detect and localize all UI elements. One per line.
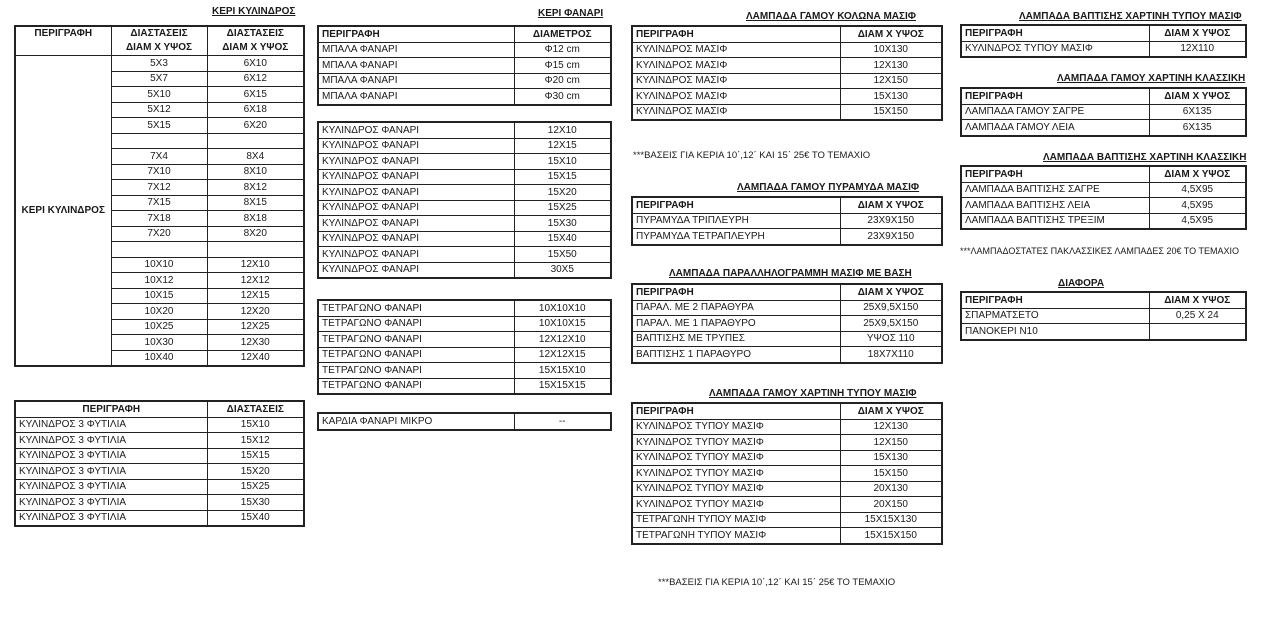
product-description: ΚΥΛΙΝΔΡΟΣ 3 ΦΥΤΙΛΙΑ bbox=[15, 495, 207, 511]
dimension-a: 10X20 bbox=[111, 304, 207, 320]
header-description: ΠΕΡΙΓΡΑΦΗ bbox=[632, 26, 840, 42]
product-dimensions: 15X12 bbox=[207, 433, 304, 449]
product-dimensions: 15X30 bbox=[207, 495, 304, 511]
dimension-b: 8X18 bbox=[207, 211, 304, 227]
product-description: ΚΥΛΙΝΔΡΟΣ ΦΑΝΑΡΙ bbox=[318, 216, 514, 232]
spacer-cell bbox=[207, 242, 304, 258]
product-description: ΣΠΑΡΜΑΤΣΕΤΟ bbox=[961, 308, 1149, 324]
product-description: ΚΥΛΙΝΔΡΟΣ ΤΥΠΟΥ ΜΑΣΙΦ bbox=[632, 450, 840, 466]
header-diameter: ΔΙΑΜΕΤΡΟΣ bbox=[514, 26, 611, 42]
table-row bbox=[318, 42, 611, 58]
product-description: ΤΕΤΡΑΓΩΝΟ ΦΑΝΑΡΙ bbox=[318, 332, 514, 348]
table-row bbox=[632, 104, 942, 120]
product-description: ΚΥΛΙΝΔΡΟΣ ΦΑΝΑΡΙ bbox=[318, 122, 514, 138]
table-row bbox=[15, 56, 304, 72]
product-description: ΜΠΑΛΑ ΦΑΝΑΡΙ bbox=[318, 58, 514, 74]
header-description: ΠΕΡΙΓΡΑΦΗ bbox=[961, 166, 1149, 182]
table-row bbox=[632, 435, 942, 451]
product-description: ΠΑΝΟΚΕΡΙ Ν10 bbox=[961, 324, 1149, 340]
header-description: ΠΕΡΙΓΡΑΦΗ bbox=[961, 88, 1149, 104]
header-dimensions: ΔΙΑΜ Χ ΥΨΟΣ bbox=[1149, 292, 1246, 308]
product-description: ΛΑΜΠΑΔΑ ΒΑΠΤΙΣΗΣ ΛΕΙΑ bbox=[961, 198, 1149, 214]
dimension-b: 8X20 bbox=[207, 226, 304, 242]
kolona-masif-title: ΛΑΜΠΑΔΑ ΓΑΜΟΥ ΚΟΛΩΝΑ ΜΑΣΙΦ bbox=[746, 11, 916, 22]
product-description: ΚΥΛΙΝΔΡΟΣ ΦΑΝΑΡΙ bbox=[318, 154, 514, 170]
dimension-b: 6X10 bbox=[207, 56, 304, 72]
product-description: ΠΥΡΑΜΥΔΑ ΤΕΤΡΑΠΛΕΥΡΗ bbox=[632, 229, 840, 245]
product-description: ΜΠΑΛΑ ΦΑΝΑΡΙ bbox=[318, 73, 514, 89]
product-dimensions: 4,5X95 bbox=[1149, 182, 1246, 198]
table-row bbox=[318, 122, 611, 138]
table-row bbox=[15, 510, 304, 526]
product-description: ΤΕΤΡΑΓΩΝΟ ΦΑΝΑΡΙ bbox=[318, 300, 514, 316]
product-dimensions: Φ15 cm bbox=[514, 58, 611, 74]
product-description: ΠΑΡΑΛ. ΜΕ 1 ΠΑΡΑΘΥΡΟ bbox=[632, 316, 840, 332]
balls-table bbox=[317, 25, 612, 106]
product-dimensions: 10X10X10 bbox=[514, 300, 611, 316]
product-dimensions bbox=[1149, 324, 1246, 340]
table-row bbox=[15, 433, 304, 449]
spacer-cell bbox=[111, 133, 207, 149]
header-dimensions: ΔΙΑΜ Χ ΥΨΟΣ bbox=[840, 284, 942, 300]
header-description: ΠΕΡΙΓΡΑΦΗ bbox=[961, 292, 1149, 308]
product-dimensions: 15X40 bbox=[514, 231, 611, 247]
table-row bbox=[318, 154, 611, 170]
product-dimensions: 15X15 bbox=[207, 448, 304, 464]
dimension-b: 12X25 bbox=[207, 319, 304, 335]
table-row bbox=[632, 229, 942, 245]
product-dimensions: Φ12 cm bbox=[514, 42, 611, 58]
product-dimensions: 23X9X150 bbox=[840, 213, 942, 229]
product-dimensions: 6X135 bbox=[1149, 120, 1246, 136]
product-dimensions: 15X15X10 bbox=[514, 363, 611, 379]
product-description: ΚΥΛΙΝΔΡΟΣ ΜΑΣΙΦ bbox=[632, 42, 840, 58]
table-row bbox=[318, 89, 611, 105]
product-dimensions: Φ20 cm bbox=[514, 73, 611, 89]
dimension-b: 12X15 bbox=[207, 288, 304, 304]
product-description: ΤΕΤΡΑΓΩΝΗ ΤΥΠΟΥ ΜΑΣΙΦ bbox=[632, 528, 840, 544]
product-dimensions: 15X10 bbox=[514, 154, 611, 170]
product-description: ΚΥΛΙΝΔΡΟΣ ΜΑΣΙΦ bbox=[632, 104, 840, 120]
header-dimensions: ΔΙΑΜ Χ ΥΨΟΣ bbox=[840, 197, 942, 213]
dimension-b: 8X4 bbox=[207, 149, 304, 165]
product-description: ΚΥΛΙΝΔΡΟΣ ΦΑΝΑΡΙ bbox=[318, 185, 514, 201]
product-dimensions: ΥΨΟΣ 110 bbox=[840, 331, 942, 347]
product-dimensions: 15X40 bbox=[207, 510, 304, 526]
table-row bbox=[318, 58, 611, 74]
product-dimensions: 12X15 bbox=[514, 138, 611, 154]
table-row bbox=[961, 198, 1246, 214]
product-description: ΒΑΠΤΙΣΗΣ 1 ΠΑΡΑΘΥΡΟ bbox=[632, 347, 840, 363]
square-lantern-table bbox=[317, 299, 612, 395]
table-row bbox=[632, 450, 942, 466]
dimension-b: 8X15 bbox=[207, 195, 304, 211]
table-row bbox=[318, 300, 611, 316]
product-description: ΚΥΛΙΝΔΡΟΣ 3 ΦΥΤΙΛΙΑ bbox=[15, 417, 207, 433]
dimension-a: 7X4 bbox=[111, 149, 207, 165]
product-dimensions: 10X130 bbox=[840, 42, 942, 58]
product-description: ΤΕΤΡΑΓΩΝΟ ΦΑΝΑΡΙ bbox=[318, 363, 514, 379]
kylindros-3-fytilia-table bbox=[14, 400, 305, 527]
table-row bbox=[15, 417, 304, 433]
dimension-a: 5X12 bbox=[111, 102, 207, 118]
dimension-a: 10X10 bbox=[111, 257, 207, 273]
bases-note-2: ***ΒΑΣΕΙΣ ΓΙΑ ΚΕΡΙΑ 10΄,12΄ ΚΑΙ 15΄ 25€ ΤΟ ΤΕΜΑΧΙΟ bbox=[658, 577, 896, 588]
table-row bbox=[961, 120, 1246, 136]
keri-fanari-title: ΚΕΡΙ ΦΑΝΑΡΙ bbox=[538, 8, 604, 19]
table-row bbox=[632, 347, 942, 363]
table-row bbox=[318, 185, 611, 201]
header-dimensions: ΔΙΑΜ Χ ΥΨΟΣ bbox=[1149, 25, 1246, 41]
product-description: ΚΥΛΙΝΔΡΟΣ ΜΑΣΙΦ bbox=[632, 58, 840, 74]
table-row bbox=[632, 331, 942, 347]
product-dimensions: 12X12X15 bbox=[514, 347, 611, 363]
dimension-a: 5X3 bbox=[111, 56, 207, 72]
xartini-gamou-masif-title: ΛΑΜΠΑΔΑ ΓΑΜΟΥ ΧΑΡΤΙΝΗ ΤΥΠΟΥ ΜΑΣΙΦ bbox=[709, 388, 917, 399]
header-dimensions: ΔΙΑΣΤΑΣΕΙΣ bbox=[207, 401, 304, 417]
product-description: ΚΥΛΙΝΔΡΟΣ ΦΑΝΑΡΙ bbox=[318, 262, 514, 278]
table-row bbox=[632, 73, 942, 89]
heart-lantern-table bbox=[317, 412, 612, 431]
table-row bbox=[15, 495, 304, 511]
header-description: ΠΕΡΙΓΡΑΦΗ bbox=[318, 26, 514, 42]
product-description: ΚΑΡΔΙΑ ΦΑΝΑΡΙ ΜΙΚΡΟ bbox=[318, 413, 514, 430]
table-row bbox=[961, 324, 1246, 340]
product-description: ΚΥΛΙΝΔΡΟΣ 3 ΦΥΤΙΛΙΑ bbox=[15, 479, 207, 495]
product-dimensions: 12X130 bbox=[840, 419, 942, 435]
parallilogrammi-title: ΛΑΜΠΑΔΑ ΠΑΡΑΛΛΗΛΟΓΡΑΜΜΗ ΜΑΣΙΦ ΜΕ ΒΑΣΗ bbox=[669, 268, 912, 279]
product-description: ΚΥΛΙΝΔΡΟΣ 3 ΦΥΤΙΛΙΑ bbox=[15, 448, 207, 464]
product-dimensions: 15X130 bbox=[840, 89, 942, 105]
lampadostates-note: ***ΛΑΜΠΑΔΟΣΤΑΤΕΣ ΠΑΚΛΑΣΣΙΚΕΣ ΛΑΜΠΑΔΕΣ 20€ ΤΟ ΤΕΜΑΧΙΟ bbox=[960, 246, 1239, 256]
dimension-a: 5X7 bbox=[111, 71, 207, 87]
diafora-table bbox=[960, 291, 1247, 341]
product-dimensions: 20X130 bbox=[840, 481, 942, 497]
product-dimensions: 0,25 X 24 bbox=[1149, 308, 1246, 324]
table-row bbox=[15, 448, 304, 464]
gamou-klassiki-title: ΛΑΜΠΑΔΑ ΓΑΜΟΥ ΧΑΡΤΙΝΗ ΚΛΑΣΣΙΚΗ bbox=[1057, 73, 1246, 84]
product-label: ΚΕΡΙ ΚΥΛΙΝΔΡΟΣ bbox=[15, 56, 111, 367]
dimension-a: 5X15 bbox=[111, 118, 207, 134]
product-dimensions: 15X130 bbox=[840, 450, 942, 466]
dimension-b: 12X20 bbox=[207, 304, 304, 320]
table-row bbox=[318, 73, 611, 89]
table-row bbox=[632, 42, 942, 58]
product-description: ΠΑΡΑΛ. ΜΕ 2 ΠΑΡΑΘΥΡΑ bbox=[632, 300, 840, 316]
product-description: ΛΑΜΠΑΔΑ ΒΑΠΤΙΣΗΣ ΣΑΓΡΕ bbox=[961, 182, 1149, 198]
dimension-a: 7X18 bbox=[111, 211, 207, 227]
dimension-a: 10X40 bbox=[111, 350, 207, 366]
dimension-b: 6X15 bbox=[207, 87, 304, 103]
product-description: ΤΕΤΡΑΓΩΝΟ ΦΑΝΑΡΙ bbox=[318, 347, 514, 363]
table-row bbox=[961, 308, 1246, 324]
vaptisis-klassiki-title: ΛΑΜΠΑΔΑ ΒΑΠΤΙΣΗΣ ΧΑΡΤΙΝΗ ΚΛΑΣΣΙΚΗ bbox=[1043, 152, 1247, 163]
product-dimensions: 20X150 bbox=[840, 497, 942, 513]
product-dimensions: 15X15X15 bbox=[514, 378, 611, 394]
dimension-a: 7X20 bbox=[111, 226, 207, 242]
header-description: ΠΕΡΙΓΡΑΦΗ bbox=[15, 26, 111, 56]
product-description: ΚΥΛΙΝΔΡΟΣ 3 ΦΥΤΙΛΙΑ bbox=[15, 510, 207, 526]
header-description: ΠΕΡΙΓΡΑΦΗ bbox=[632, 403, 840, 419]
dimension-b: 8X10 bbox=[207, 164, 304, 180]
product-dimensions: 15X20 bbox=[207, 464, 304, 480]
product-description: ΤΕΤΡΑΓΩΝΟ ΦΑΝΑΡΙ bbox=[318, 316, 514, 332]
product-dimensions: Φ30 cm bbox=[514, 89, 611, 105]
product-description: ΛΑΜΠΑΔΑ ΓΑΜΟΥ ΣΑΓΡΕ bbox=[961, 104, 1149, 120]
table-row bbox=[318, 169, 611, 185]
table-row bbox=[318, 216, 611, 232]
product-dimensions: 30X5 bbox=[514, 262, 611, 278]
table-row bbox=[318, 316, 611, 332]
cylinder-lantern-table bbox=[317, 121, 612, 279]
product-dimensions: 12X110 bbox=[1149, 41, 1246, 57]
product-dimensions: 15X25 bbox=[207, 479, 304, 495]
dimension-a: 5X10 bbox=[111, 87, 207, 103]
dimension-b: 6X20 bbox=[207, 118, 304, 134]
table-row bbox=[318, 332, 611, 348]
table-row bbox=[318, 231, 611, 247]
kolona-masif-table bbox=[631, 25, 943, 121]
table-row bbox=[961, 41, 1246, 57]
table-row bbox=[15, 464, 304, 480]
dimension-b: 12X10 bbox=[207, 257, 304, 273]
product-dimensions: 15X20 bbox=[514, 185, 611, 201]
header-dimensions: ΔΙΑΜ Χ ΥΨΟΣ bbox=[1149, 166, 1246, 182]
diafora-title: ΔΙΑΦΟΡΑ bbox=[1058, 278, 1105, 289]
dimension-a: 7X10 bbox=[111, 164, 207, 180]
table-row bbox=[632, 89, 942, 105]
header-description: ΠΕΡΙΓΡΑΦΗ bbox=[632, 284, 840, 300]
table-row bbox=[632, 512, 942, 528]
product-description: ΜΠΑΛΑ ΦΑΝΑΡΙ bbox=[318, 89, 514, 105]
header-description: ΠΕΡΙΓΡΑΦΗ bbox=[15, 401, 207, 417]
table-row bbox=[318, 138, 611, 154]
product-description: ΚΥΛΙΝΔΡΟΣ ΤΥΠΟΥ ΜΑΣΙΦ bbox=[632, 481, 840, 497]
vaptisis-klassiki-table bbox=[960, 165, 1247, 230]
product-dimensions: 18X7X110 bbox=[840, 347, 942, 363]
table-row bbox=[632, 419, 942, 435]
dimension-b: 12X40 bbox=[207, 350, 304, 366]
table-row bbox=[632, 466, 942, 482]
dimension-a: 10X30 bbox=[111, 335, 207, 351]
table-row bbox=[632, 213, 942, 229]
table-row bbox=[961, 182, 1246, 198]
table-row bbox=[961, 104, 1246, 120]
product-description: ΚΥΛΙΝΔΡΟΣ ΦΑΝΑΡΙ bbox=[318, 247, 514, 263]
product-description: ΒΑΠΤΙΣΗΣ ΜΕ ΤΡΥΠΕΣ bbox=[632, 331, 840, 347]
table-row bbox=[15, 479, 304, 495]
table-row bbox=[318, 413, 611, 430]
product-description: ΚΥΛΙΝΔΡΟΣ ΜΑΣΙΦ bbox=[632, 73, 840, 89]
dimension-a: 7X12 bbox=[111, 180, 207, 196]
product-dimensions: 12X12X10 bbox=[514, 332, 611, 348]
product-dimensions: 15X150 bbox=[840, 466, 942, 482]
product-description: ΛΑΜΠΑΔΑ ΒΑΠΤΙΣΗΣ ΤΡΕΞΙΜ bbox=[961, 213, 1149, 229]
product-dimensions: 12X130 bbox=[840, 58, 942, 74]
header-dimensions-2: ΔΙΑΣΤΑΣΕΙΣ ΔΙΑΜ Χ ΥΨΟΣ bbox=[207, 26, 304, 56]
product-description: ΚΥΛΙΝΔΡΟΣ 3 ΦΥΤΙΛΙΑ bbox=[15, 464, 207, 480]
bases-note: ***ΒΑΣΕΙΣ ΓΙΑ ΚΕΡΙΑ 10΄,12΄ ΚΑΙ 15΄ 25€ ΤΟ ΤΕΜΑΧΙΟ bbox=[633, 150, 871, 161]
header-dimensions: ΔΙΑΜ Χ ΥΨΟΣ bbox=[1149, 88, 1246, 104]
table-row bbox=[632, 300, 942, 316]
product-dimensions: 23X9X150 bbox=[840, 229, 942, 245]
product-description: ΚΥΛΙΝΔΡΟΣ ΜΑΣΙΦ bbox=[632, 89, 840, 105]
product-description: ΜΠΑΛΑ ΦΑΝΑΡΙ bbox=[318, 42, 514, 58]
spacer-cell bbox=[207, 133, 304, 149]
header-description: ΠΕΡΙΓΡΑΦΗ bbox=[961, 25, 1149, 41]
product-description: ΚΥΛΙΝΔΡΟΣ ΦΑΝΑΡΙ bbox=[318, 169, 514, 185]
dimension-b: 8X12 bbox=[207, 180, 304, 196]
product-description: ΤΕΤΡΑΓΩΝΗ ΤΥΠΟΥ ΜΑΣΙΦ bbox=[632, 512, 840, 528]
product-description: ΚΥΛΙΝΔΡΟΣ ΦΑΝΑΡΙ bbox=[318, 138, 514, 154]
product-dimensions: 25X9,5X150 bbox=[840, 316, 942, 332]
parallilogrammi-table bbox=[631, 283, 943, 364]
table-row bbox=[318, 347, 611, 363]
product-dimensions: 15X15X130 bbox=[840, 512, 942, 528]
product-dimensions: 4,5X95 bbox=[1149, 198, 1246, 214]
product-description: ΚΥΛΙΝΔΡΟΣ ΤΥΠΟΥ ΜΑΣΙΦ bbox=[632, 419, 840, 435]
product-description: ΚΥΛΙΝΔΡΟΣ ΤΥΠΟΥ ΜΑΣΙΦ bbox=[632, 497, 840, 513]
product-description: ΚΥΛΙΝΔΡΟΣ 3 ΦΥΤΙΛΙΑ bbox=[15, 433, 207, 449]
product-description: ΤΕΤΡΑΓΩΝΟ ΦΑΝΑΡΙ bbox=[318, 378, 514, 394]
product-dimensions: 12X150 bbox=[840, 73, 942, 89]
product-dimensions: -- bbox=[514, 413, 611, 430]
dimension-a: 10X12 bbox=[111, 273, 207, 289]
pyramida-masif-title: ΛΑΜΠΑΔΑ ΓΑΜΟΥ ΠΥΡΑΜΥΔΑ ΜΑΣΙΦ bbox=[737, 182, 920, 193]
table-row bbox=[632, 497, 942, 513]
product-dimensions: 15X15 bbox=[514, 169, 611, 185]
table-row bbox=[318, 378, 611, 394]
spacer-cell bbox=[111, 242, 207, 258]
product-dimensions: 15X150 bbox=[840, 104, 942, 120]
dimension-b: 6X12 bbox=[207, 71, 304, 87]
product-dimensions: 25X9,5X150 bbox=[840, 300, 942, 316]
table-row bbox=[318, 363, 611, 379]
product-dimensions: 15X25 bbox=[514, 200, 611, 216]
table-row bbox=[318, 247, 611, 263]
table-row bbox=[318, 262, 611, 278]
product-description: ΚΥΛΙΝΔΡΟΣ ΤΥΠΟΥ ΜΑΣΙΦ bbox=[632, 435, 840, 451]
vaptisis-xartini-masif-table bbox=[960, 24, 1247, 58]
product-description: ΠΥΡΑΜΥΔΑ ΤΡΙΠΛΕΥΡΗ bbox=[632, 213, 840, 229]
table-row bbox=[632, 481, 942, 497]
header-dimensions: ΔΙΑΜ Χ ΥΨΟΣ bbox=[840, 26, 942, 42]
header-dimensions: ΔΙΑΜ Χ ΥΨΟΣ bbox=[840, 403, 942, 419]
product-dimensions: 15X15X150 bbox=[840, 528, 942, 544]
product-description: ΚΥΛΙΝΔΡΟΣ ΤΥΠΟΥ ΜΑΣΙΦ bbox=[961, 41, 1149, 57]
dimension-b: 12X12 bbox=[207, 273, 304, 289]
table-row bbox=[632, 528, 942, 544]
dimension-b: 6X18 bbox=[207, 102, 304, 118]
product-dimensions: 4,5X95 bbox=[1149, 213, 1246, 229]
header-description: ΠΕΡΙΓΡΑΦΗ bbox=[632, 197, 840, 213]
product-dimensions: 15X50 bbox=[514, 247, 611, 263]
product-description: ΚΥΛΙΝΔΡΟΣ ΤΥΠΟΥ ΜΑΣΙΦ bbox=[632, 466, 840, 482]
dimension-a: 10X15 bbox=[111, 288, 207, 304]
pyramida-masif-table bbox=[631, 196, 943, 246]
keri-kylindros-table bbox=[14, 25, 305, 367]
table-row bbox=[961, 213, 1246, 229]
product-dimensions: 12X10 bbox=[514, 122, 611, 138]
table-row bbox=[632, 316, 942, 332]
dimension-b: 12X30 bbox=[207, 335, 304, 351]
gamou-klassiki-table bbox=[960, 87, 1247, 137]
product-dimensions: 6X135 bbox=[1149, 104, 1246, 120]
header-dimensions-1: ΔΙΑΣΤΑΣΕΙΣ ΔΙΑΜ Χ ΥΨΟΣ bbox=[111, 26, 207, 56]
dimension-a: 7X15 bbox=[111, 195, 207, 211]
product-description: ΚΥΛΙΝΔΡΟΣ ΦΑΝΑΡΙ bbox=[318, 200, 514, 216]
vaptisis-xartini-masif-title: ΛΑΜΠΑΔΑ ΒΑΠΤΙΣΗΣ ΧΑΡΤΙΝΗ ΤΥΠΟΥ ΜΑΣΙΦ bbox=[1019, 11, 1242, 22]
product-dimensions: 12X150 bbox=[840, 435, 942, 451]
xartini-gamou-masif-table bbox=[631, 402, 943, 545]
product-dimensions: 15X30 bbox=[514, 216, 611, 232]
dimension-a: 10X25 bbox=[111, 319, 207, 335]
keri-kylindros-title: ΚΕΡΙ ΚΥΛΙΝΔΡΟΣ bbox=[212, 6, 296, 17]
product-description: ΛΑΜΠΑΔΑ ΓΑΜΟΥ ΛΕΙΑ bbox=[961, 120, 1149, 136]
table-row bbox=[632, 58, 942, 74]
product-dimensions: 15X10 bbox=[207, 417, 304, 433]
product-description: ΚΥΛΙΝΔΡΟΣ ΦΑΝΑΡΙ bbox=[318, 231, 514, 247]
table-row bbox=[318, 200, 611, 216]
product-dimensions: 10X10X15 bbox=[514, 316, 611, 332]
